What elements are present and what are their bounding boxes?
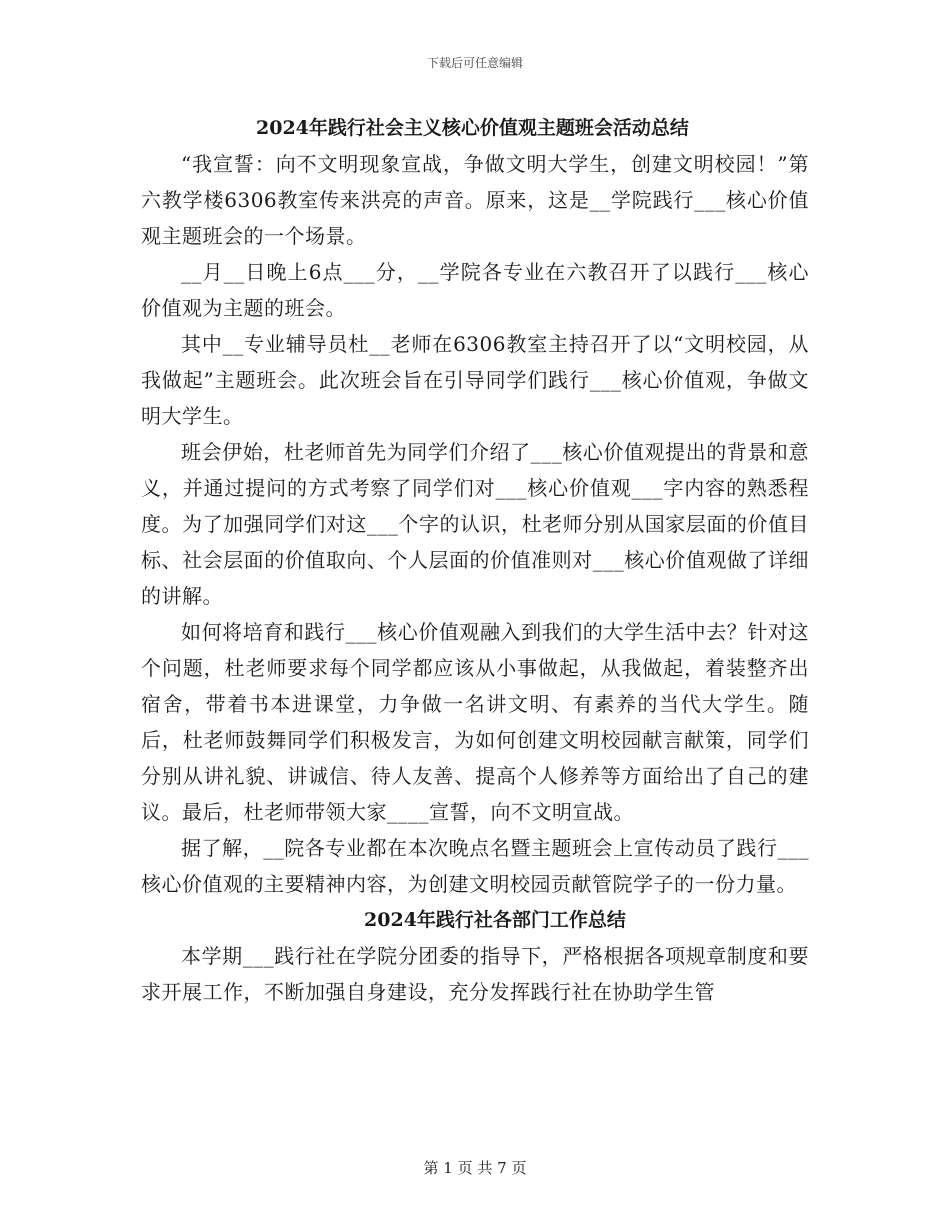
paragraph: “我宣誓：向不文明现象宣战，争做文明大学生，创建文明校园！”第六教学楼6306教室传来洪亮的声音。原来，这是__学院践行___核心价值观主题班会的一个场景。 bbox=[141, 152, 809, 248]
document-body bbox=[141, 110, 809, 1010]
paragraph: 本学期___践行社在学院分团委的指导下，严格根据各项规章制度和要求开展工作，不断加强自身建设，充分发挥践行社在协助学生管 bbox=[141, 944, 809, 1004]
document-title: 2024年践行社会主义核心价值观主题班会活动总结 bbox=[256, 117, 689, 139]
paragraph: 如何将培育和践行___核心价值观融入到我们的大学生活中去？针对这个问题，杜老师要求每个同学都应该从小事做起，从我做起，着装整齐出宿舍，带着书本进课堂，力争做一名讲文明、有素养的当代大学生。随后，杜老师鼓舞同学们积极发言，为如何创建文明校园献言献策，同学们分别从讲礼貌、讲诚信、待人友善、提高个人修养等方面给出了自己的建议。最后，杜老师带领大家____宣誓，向不文明宣战。 bbox=[141, 620, 809, 824]
page-header-note: 下载后可任意编辑 bbox=[426, 56, 523, 70]
page-number: 第 1 页 共 7 页 bbox=[423, 1159, 527, 1177]
paragraph: __月__日晚上6点___分，__学院各专业在六教召开了以践行___核心价值观为主题的班会。 bbox=[141, 260, 809, 320]
section-title: 2024年践行社各部门工作总结 bbox=[364, 909, 626, 931]
paragraph: 其中__专业辅导员杜__老师在6306教室主持召开了以“文明校园，从我做起”主题班会。此次班会旨在引导同学们践行___核心价值观，争做文明大学生。 bbox=[141, 332, 809, 428]
paragraph: 据了解，__院各专业都在本次晚点名暨主题班会上宣传动员了践行___核心价值观的主要精神内容，为创建文明校园贡献管院学子的一份力量。 bbox=[141, 836, 809, 896]
paragraph: 班会伊始，杜老师首先为同学们介绍了___核心价值观提出的背景和意义，并通过提问的方式考察了同学们对___核心价值观___字内容的熟悉程度。为了加强同学们对这___个字的认识，杜老师分别从国家层面的价值目标、社会层面的价值取向、个人层面的价值准则对___核心价值观做了详细的讲解。 bbox=[141, 440, 809, 608]
